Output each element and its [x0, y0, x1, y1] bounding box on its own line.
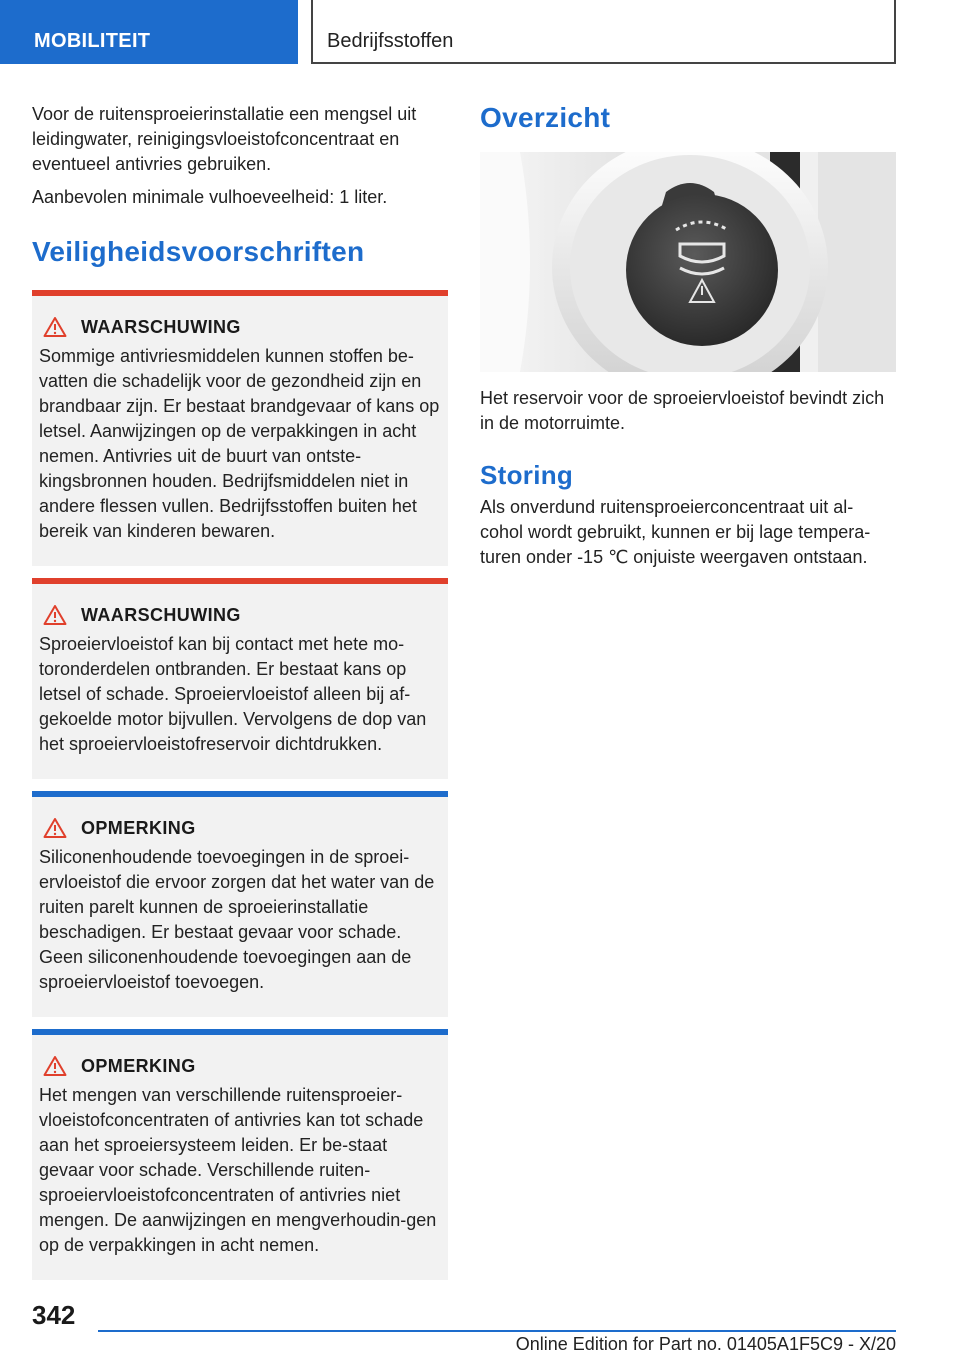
warning-title: WAARSCHUWING: [81, 316, 241, 337]
notice-box-mixing: [32, 1029, 448, 1280]
footer-divider: [98, 1330, 896, 1332]
notice-text: Siliconenhoudende toevoegingen in de sproei-ervloeistof die ervoor zorgen dat het water van de ruiten parelt kunnen de sproeierinstallatie beschadigen. Er bestaat gevaar voor schade. Geen siliconenhoudende toevoegingen aan de sproeiervloeistof toevoegen.: [39, 847, 435, 992]
chapter-tab: Bedrijfsstoffen: [311, 0, 896, 64]
warning-text: Sproeiervloeistof kan bij contact met hete mo-toronderdelen ontbranden. Er bestaat kans op letsel of schade. Sproeiervloeistof alleen bij af-gekoelde motor bijvullen. Vervolgens de dop van het sproeiervloeistofreservoir dichtdrukken.: [39, 634, 427, 754]
warning-triangle-icon: [43, 316, 67, 338]
notice-title: OPMERKING: [81, 817, 196, 838]
notice-title: OPMERKING: [81, 1055, 196, 1076]
warning-title: WAARSCHUWING: [81, 604, 241, 625]
warning-box-antifreeze: [32, 290, 448, 566]
fault-heading: Storing: [480, 460, 574, 490]
section-tab: MOBILITEIT: [0, 0, 298, 64]
page-number: 342: [32, 1300, 76, 1330]
warning-triangle-icon: [43, 604, 67, 626]
fault-text: Als onverdund ruitensproeierconcentraat uit al-cohol wordt gebruikt, kunnen er bij lage tempera-turen onder -15 ℃ onjuiste weergaven ontstaan.: [480, 497, 871, 567]
left-column: [32, 102, 448, 1280]
overview-text: Het reservoir voor de sproeiervloeistof bevindt zich in de motorruimte.: [480, 388, 885, 433]
warning-triangle-icon: [43, 817, 67, 839]
notice-text: Het mengen van verschillende ruitensproeier-vloeistofconcentraten of antivries kan tot schade aan het sproeiersysteem leiden. Er be-staat gevaar voor schade. Verschillende ruiten-sproeiervloeistofconcentraten of antivries niet mengen. De aanwijzingen en mengverhoudin-gen op de verpakkingen in acht nemen.: [39, 1085, 437, 1255]
washer-cap-illustration: [480, 152, 896, 372]
intro-paragraph: Voor de ruitensproeierinstallatie een mengsel uit leidingwater, reinigingsvloeistofconcentraat en eventueel antivries gebruiken.: [32, 104, 417, 174]
warning-triangle-icon: [43, 1055, 67, 1077]
right-column: [480, 102, 896, 570]
edition-text: Online Edition for Part no. 01405A1F5C9 - X/20: [515, 1334, 896, 1354]
notice-box-silicone: [32, 791, 448, 1017]
safety-heading: Veiligheidsvoorschriften: [32, 236, 365, 267]
warning-text: Sommige antivriesmiddelen kunnen stoffen be-vatten die schadelijk voor de gezondheid zijn en brandbaar zijn. Er bestaat brandgevaar of kans op letsel. Aanwijzingen op de verpakkingen in acht nemen. Antivries uit de buurt van ontste-kingsbronnen houden. Bedrijfsmiddelen niet in andere flessen vullen. Bedrijfsstoffen buiten het bereik van kinderen bewaren.: [39, 346, 440, 541]
warning-box-hot-engine: [32, 578, 448, 779]
page-header: [0, 0, 960, 66]
washer-reservoir-photo: [480, 152, 896, 372]
overview-heading: Overzicht: [480, 102, 611, 133]
fill-quantity-paragraph: Aanbevolen minimale vulhoeveelheid: 1 liter.: [32, 187, 388, 207]
